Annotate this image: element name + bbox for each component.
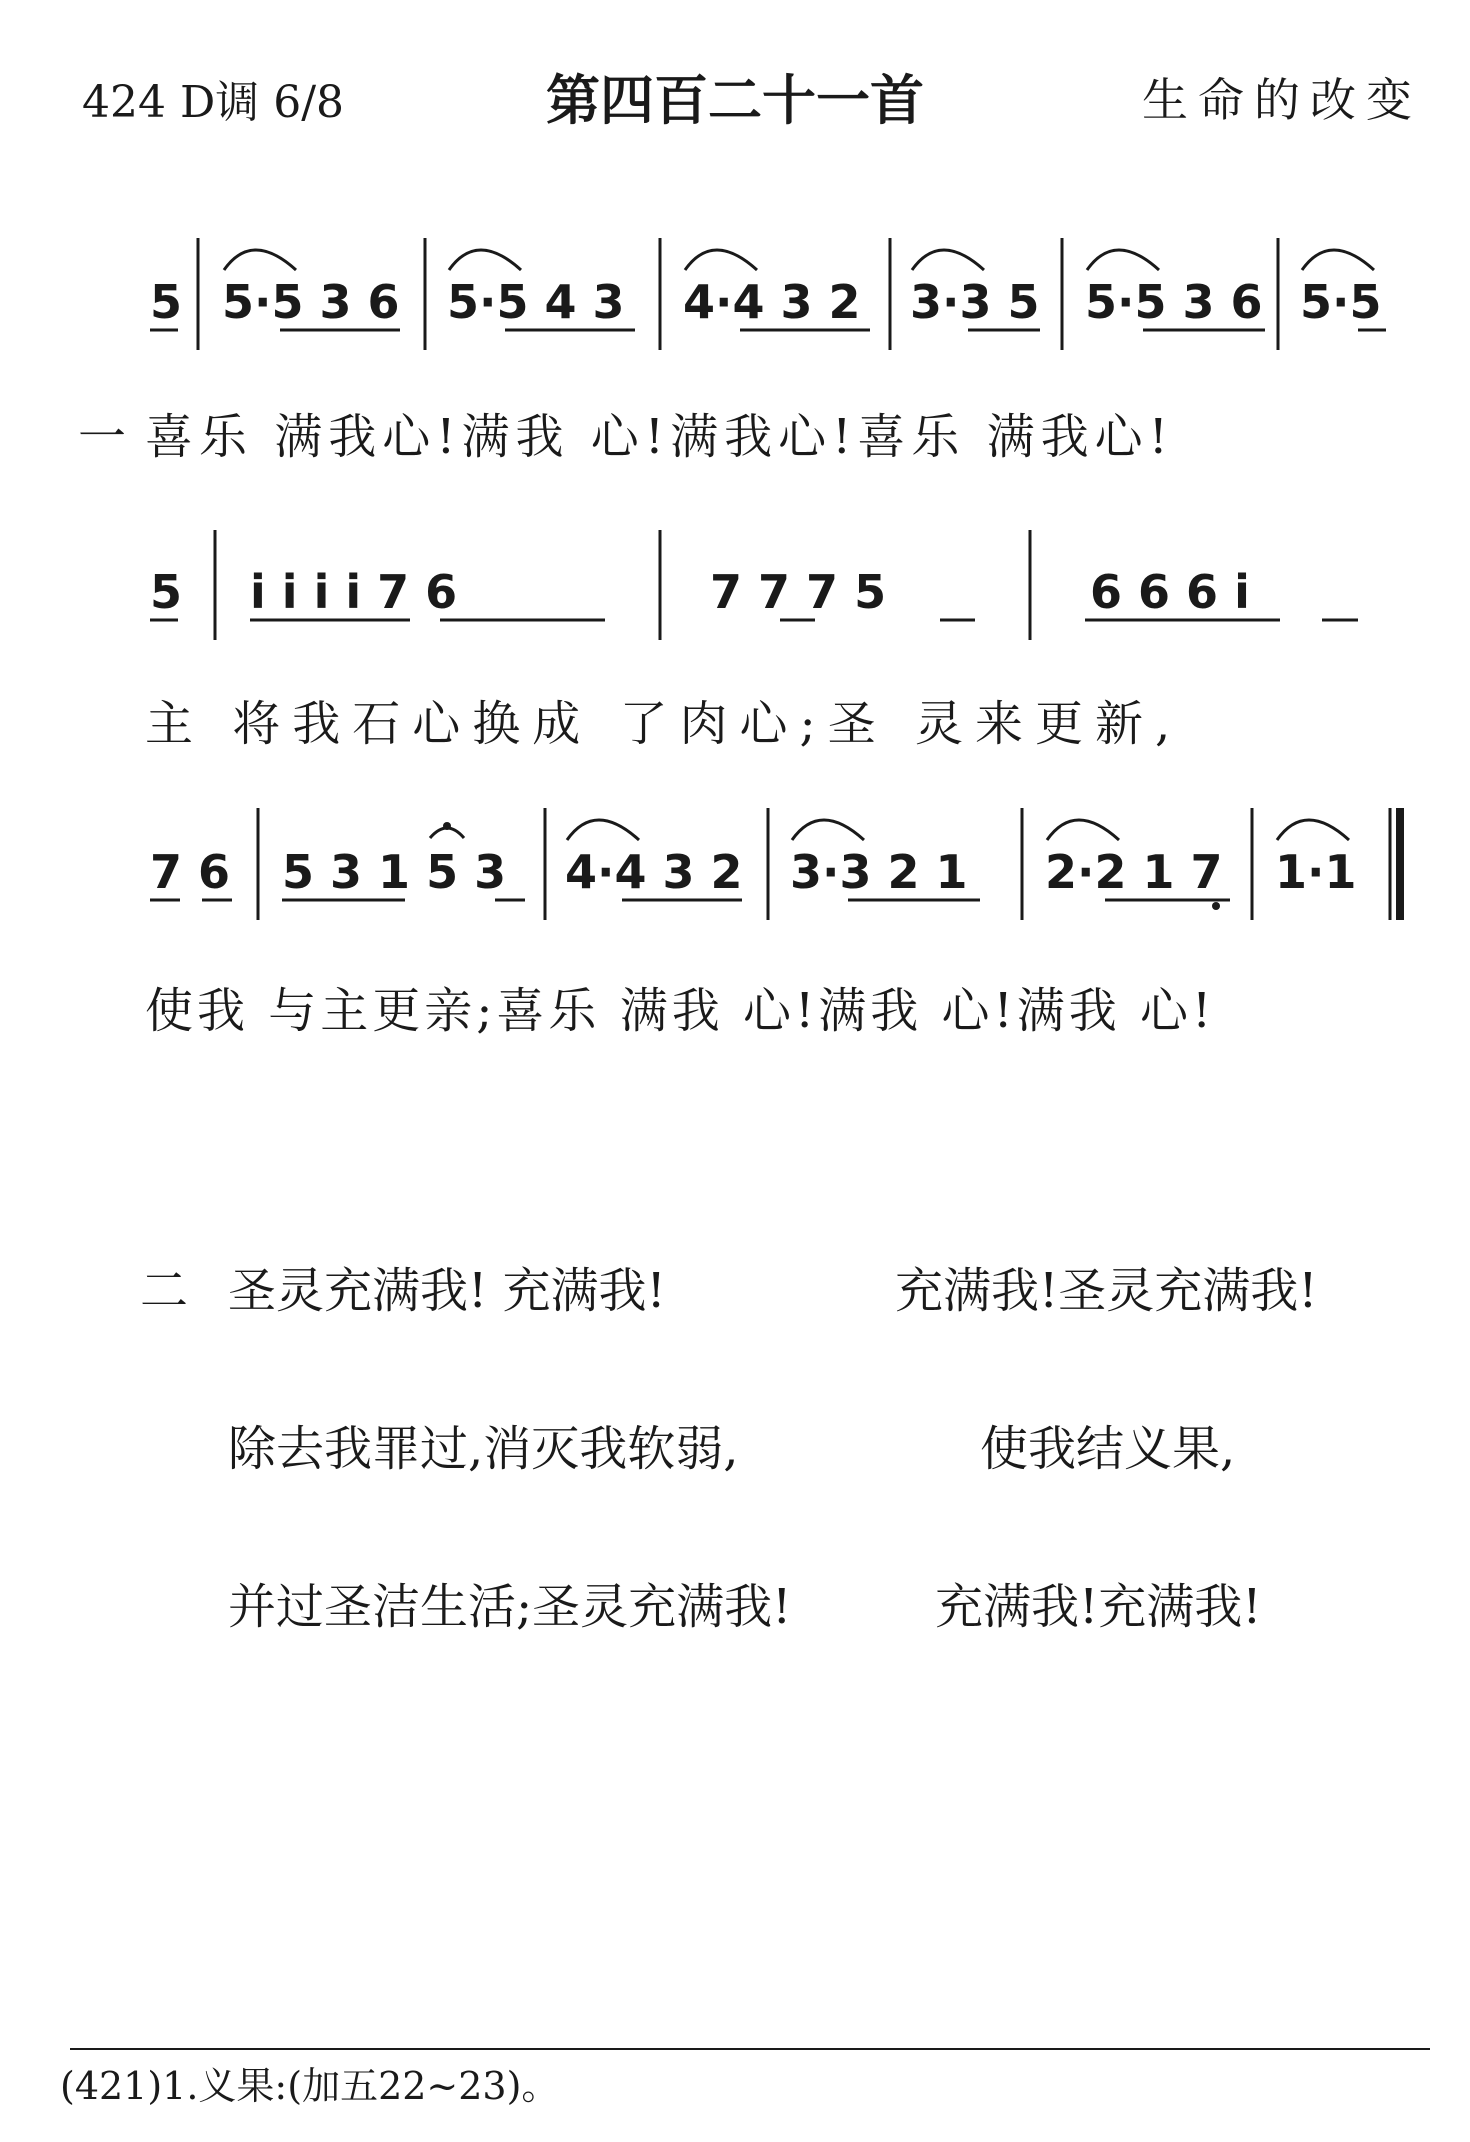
svg-text:4·4 3 2: 4·4 3 2 — [683, 275, 861, 329]
hymn-title: 第四百二十一首 — [546, 68, 924, 132]
staff-line-3 — [150, 845, 1357, 899]
svg-text:3·3 2 1: 3·3 2 1 — [790, 845, 968, 899]
verse2-number: 二 — [140, 1263, 189, 1319]
svg-text:5·5 3 6: 5·5 3 6 — [222, 275, 400, 329]
staff-line-2 — [150, 565, 1250, 619]
svg-text:7 6: 7 6 — [150, 845, 231, 899]
hymn-subtitle: 生命的改变 — [1142, 73, 1422, 127]
svg-text:5: 5 — [150, 275, 183, 329]
svg-text:5 3 1 5 3: 5 3 1 5 3 — [282, 845, 507, 899]
svg-text:3·3 5: 3·3 5 — [910, 275, 1040, 329]
svg-text:6 6 6 i: 6 6 6 i — [1090, 565, 1250, 619]
verse2-line1a: 圣灵充满我! 充满我! — [228, 1263, 666, 1319]
svg-text:5·5: 5·5 — [1300, 275, 1382, 329]
verse2-line3a: 并过圣洁生活;圣灵充满我! — [228, 1579, 792, 1635]
svg-text:4·4 3 2: 4·4 3 2 — [565, 845, 743, 899]
verse2-line3b: 充满我!充满我! — [935, 1579, 1262, 1635]
verse1-line2: 主 将我石心换成 了肉心;圣 灵来更新, — [145, 696, 1183, 752]
verse2-line2a: 除去我罪过,消灭我软弱, — [228, 1421, 739, 1477]
footnote: (421)1.义果:(加五22~23)。 — [60, 2064, 560, 2108]
svg-text:i i i i 7 6: i i i i 7 6 — [250, 565, 458, 619]
svg-text:2·2 1 7: 2·2 1 7 — [1045, 845, 1223, 899]
hymn-key-meter: 424 D调 6/8 — [82, 77, 345, 128]
footnote-rule — [70, 2048, 1430, 2050]
svg-text:7 7 7 5: 7 7 7 5 — [710, 565, 887, 619]
svg-text:5·5 3 6: 5·5 3 6 — [1085, 275, 1263, 329]
verse1-line3: 使我 与主更亲;喜乐 满我 心!满我 心!满我 心! — [145, 983, 1216, 1039]
verse2-line1b: 充满我!圣灵充满我! — [895, 1263, 1318, 1319]
svg-text:5: 5 — [150, 565, 183, 619]
svg-text:1·1: 1·1 — [1275, 845, 1357, 899]
staff-line-1 — [150, 275, 1382, 329]
verse1-line1: 喜乐 满我心!满我 心!满我心!喜乐 满我心! — [145, 409, 1174, 465]
verse1-number: 一 — [78, 409, 127, 465]
verse2-line2b: 使我结义果, — [980, 1421, 1236, 1477]
svg-text:5·5 4 3: 5·5 4 3 — [447, 275, 625, 329]
